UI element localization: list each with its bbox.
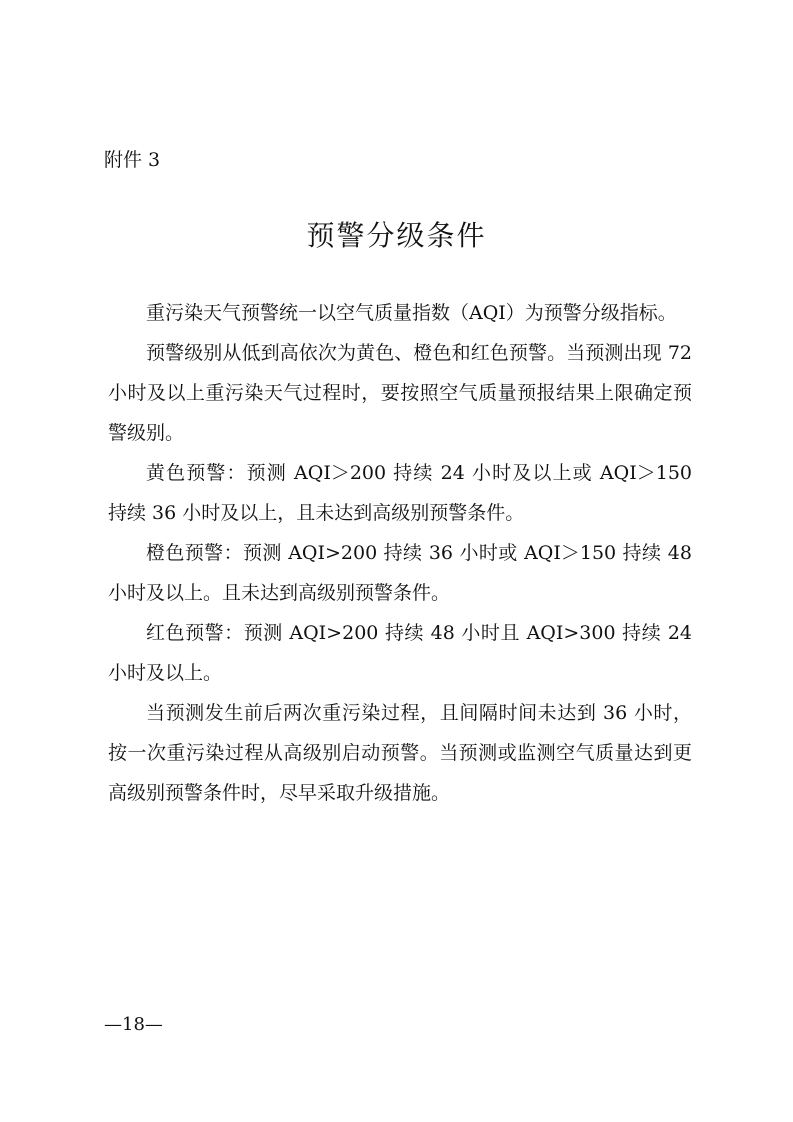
document-title: 预警分级条件 (306, 219, 487, 252)
attachment-label: 附件 3 (104, 149, 161, 171)
paragraph-yellow-warning: 黄色预警：预测 AQI＞200 持续 24 小时及以上或 AQI＞150 持续 36 小时及以上，且未达到高级别预警条件。 (108, 462, 692, 524)
paragraph-warning-levels: 预警级别从低到高依次为黄色、橙色和红色预警。当预测出现 72 小时及以上重污染天气过程时，要按照空气质量预报结果上限确定预警级别。 (108, 342, 692, 444)
document-body (108, 293, 692, 813)
paragraph-indicator: 重污染天气预警统一以空气质量指数（AQI）为预警分级指标。 (146, 302, 677, 324)
paragraph-escalation: 当预测发生前后两次重污染过程，且间隔时间未达到 36 小时，按一次重污染过程从高级别启动预警。当预测或监测空气质量达到更高级别预警条件时，尽早采取升级措施。 (108, 702, 692, 804)
paragraph-red-warning: 红色预警：预测 AQI>200 持续 48 小时且 AQI>300 持续 24 小时及以上。 (108, 622, 692, 684)
page-number: —18— (104, 1014, 163, 1035)
paragraph-orange-warning: 橙色预警：预测 AQI>200 持续 36 小时或 AQI＞150 持续 48 小时及以上。且未达到高级别预警条件。 (108, 542, 692, 604)
